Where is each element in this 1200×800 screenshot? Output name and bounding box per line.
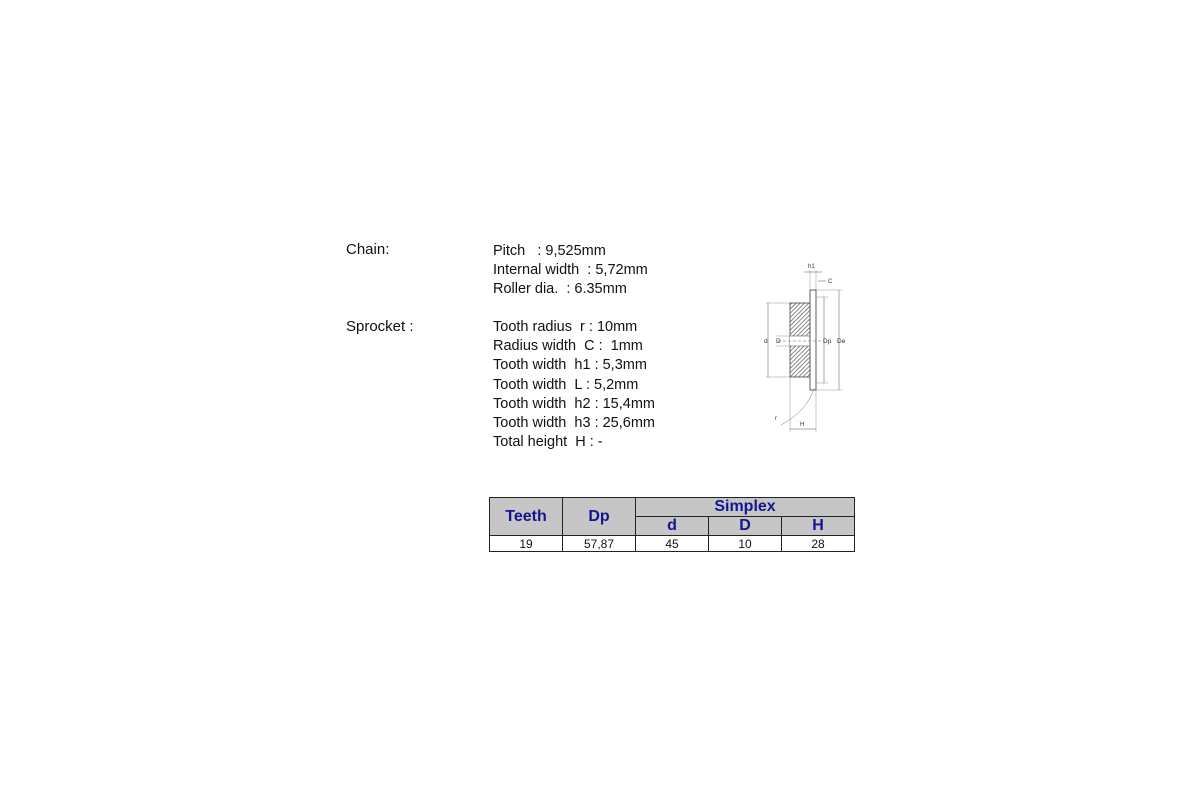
- cell-D: 10: [709, 536, 782, 552]
- label-r: r: [775, 416, 777, 422]
- header-d-small: d: [636, 517, 709, 536]
- header-D-large: D: [709, 517, 782, 536]
- header-dp: Dp: [563, 498, 636, 536]
- cell-teeth: 19: [490, 536, 563, 552]
- sprocket-specs: [493, 318, 655, 452]
- cell-H: 28: [782, 536, 855, 552]
- sprocket-tooth-width-h2: Tooth width h2 : 15,4mm: [493, 395, 655, 412]
- sprocket-tooth-width-h1: Tooth width h1 : 5,3mm: [493, 357, 647, 374]
- sprocket-tooth-width-l: Tooth width L : 5,2mm: [493, 376, 639, 393]
- chain-roller-dia: Roller dia. : 6.35mm: [493, 281, 627, 298]
- sprocket-total-height: Total height H : -: [493, 434, 603, 451]
- label-d: d: [764, 338, 768, 345]
- header-H: H: [782, 517, 855, 536]
- chain-specs: [493, 242, 648, 300]
- label-h1: h1: [808, 264, 815, 270]
- sprocket-heading: Sprocket :: [346, 318, 414, 335]
- label-c: C: [828, 279, 833, 285]
- chain-internal-width: Internal width : 5,72mm: [493, 262, 648, 279]
- sprocket-tooth-width-h3: Tooth width h3 : 25,6mm: [493, 415, 655, 432]
- label-de: De: [837, 338, 846, 345]
- sprocket-table: [489, 497, 855, 552]
- sprocket-diagram: [758, 260, 858, 435]
- label-H: H: [800, 422, 805, 428]
- table-row: [490, 536, 855, 552]
- sprocket-tooth-radius: Tooth radius r : 10mm: [493, 319, 638, 335]
- cell-d: 45: [636, 536, 709, 552]
- sprocket-radius-width: Radius width C : 1mm: [493, 338, 643, 355]
- chain-pitch: Pitch : 9,525mm: [493, 243, 606, 259]
- chain-heading: Chain:: [346, 241, 390, 258]
- header-teeth: Teeth: [490, 498, 563, 536]
- tooth-plate: [810, 290, 816, 390]
- label-D: D: [776, 338, 781, 345]
- label-dp: Dp: [823, 338, 832, 345]
- header-simplex: Simplex: [636, 498, 855, 517]
- cell-dp: 57,87: [563, 536, 636, 552]
